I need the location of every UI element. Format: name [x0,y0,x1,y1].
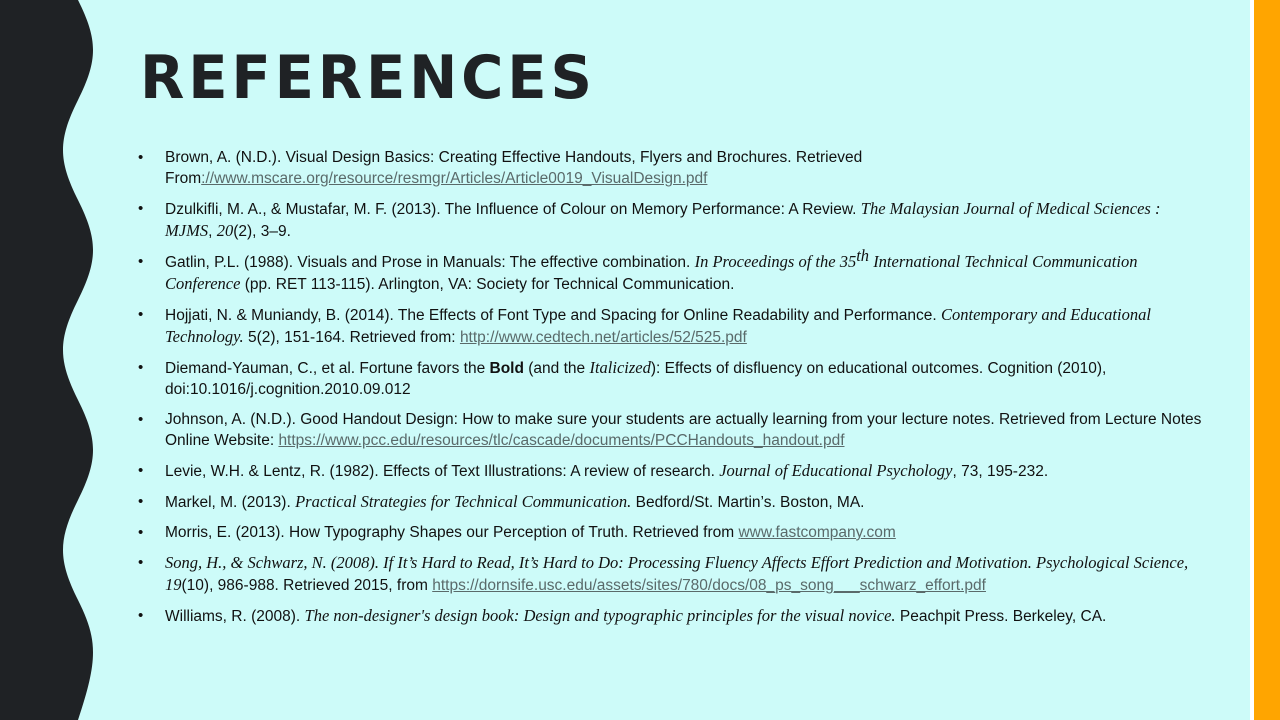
right-orange-stripe [1254,0,1280,720]
reference-link[interactable]: http://www.cedtech.net/articles/52/525.pdf [459,329,747,346]
reference-item [138,491,1208,513]
italic-citation: Song, H., & Schwarz, N. (2008). If It’s Hard to Read, It’s Hard to Do: Processing Fluency Affects Effort Prediction and Motivation. Psychological Science, 19 [165,553,1189,594]
references-list [138,147,1208,636]
volume-number: 20 [216,221,234,240]
reference-link[interactable]: https://dornsife.usc.edu/assets/sites/780/docs/08_ps_song___schwarz_effort.pdf [432,577,986,594]
reference-item [138,245,1208,295]
reference-text: (and the [523,360,590,377]
reference-text: , 73, 195-232. [952,463,1049,480]
reference-item [138,605,1208,627]
reference-item [138,198,1208,242]
reference-text: , [208,223,217,240]
journal-title: The Malaysian Journal of Medical Sciences : MJMS [165,199,1161,240]
reference-text: (10), 986-988. Retrieved 2015, from [181,577,433,594]
proceedings-title: In Proceedings of the 35 [694,252,857,271]
reference-text: 5(2), 151-164. Retrieved from: [243,329,460,346]
journal-title: Journal of Educational Psychology [719,461,953,480]
reference-item [138,357,1208,400]
reference-text: Hojjati, N. & Muniandy, B. (2014). The Effects of Font Type and Spacing for Online Readability and Performance. [165,307,941,324]
reference-text: (2), 3–9. [233,223,291,240]
reference-item [138,552,1208,596]
reference-link[interactable]: ://www.mscare.org/resource/resmgr/Articles/Article0019_VisualDesign.pdf [201,170,708,187]
bold-word: Bold [489,360,524,377]
reference-text: Morris, E. (2013). How Typography Shapes our Perception of Truth. Retrieved from [165,524,739,541]
reference-text: (pp. RET 113-115). Arlington, VA: Society for Technical Communication. [240,276,735,293]
reference-item [138,522,1208,543]
reference-text: Levie, W.H. & Lentz, R. (1982). Effects of Text Illustrations: A review of research. [165,463,720,480]
reference-item [138,409,1208,451]
reference-text: Diemand-Yauman, C., et al. Fortune favors the [165,360,490,377]
reference-item [138,147,1208,189]
reference-text: Dzulkifli, M. A., & Mustafar, M. F. (2013). The Influence of Colour on Memory Performance: A Review. [165,201,861,218]
reference-item [138,304,1208,348]
reference-text: Gatlin, P.L. (1988). Visuals and Prose in Manuals: The effective combination. [165,254,695,271]
proceedings-title: International Technical Communication Conference [165,252,1138,293]
reference-item [138,460,1208,482]
reference-text: Williams, R. (2008). [165,608,305,625]
journal-title: Contemporary and Educational Technology. [165,305,1151,346]
book-title: The non-designer's design book: Design and typographic principles for the visual novice. [304,606,896,625]
left-wave-band [0,0,110,720]
reference-text: Peachpit Press. Berkeley, CA. [895,608,1107,625]
reference-text: Johnson, A. (N.D.). Good Handout Design: How to make sure your students are actually learning from your lecture notes. Retrieved from Lecture Notes Online Website: [165,411,1202,449]
page-title: REFERENCES [140,43,596,113]
reference-link[interactable]: www.fastcompany.com [738,524,896,541]
reference-text: ): Effects of disfluency on educational outcomes. Cognition (2010), doi:10.1016/j.cognition.2010.09.012 [165,360,1107,398]
reference-text: Bedford/St. Martin’s. Boston, MA. [631,494,865,511]
wave-band-shape [0,0,110,720]
reference-text: Markel, M. (2013). [165,494,296,511]
italic-word: Italicized [589,358,651,377]
reference-text: Brown, A. (N.D.). Visual Design Basics: Creating Effective Handouts, Flyers and Brochures. Retrieved From [165,149,863,187]
book-title: Practical Strategies for Technical Communication. [295,492,632,511]
reference-link[interactable]: https://www.pcc.edu/resources/tlc/cascade/documents/PCCHandouts_handout.pdf [278,432,845,449]
ordinal-suffix: th [856,245,870,265]
